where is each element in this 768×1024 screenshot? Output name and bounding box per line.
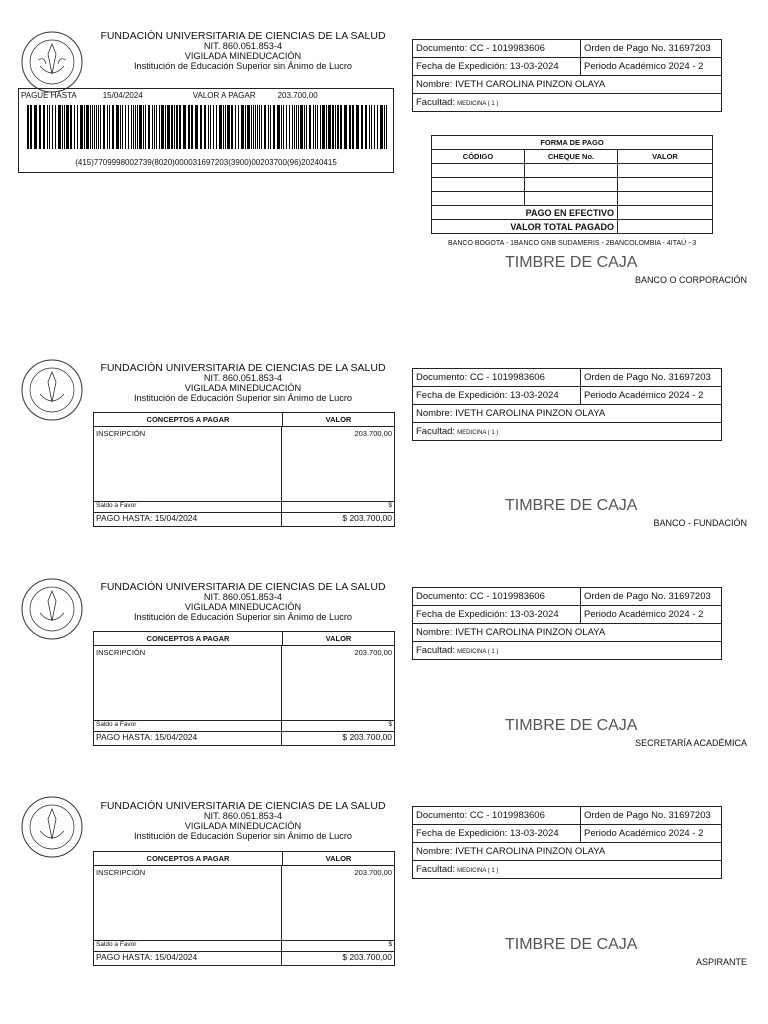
university-seal [20,30,84,94]
barcode-text: (415)7709998002739(8020)000031697203(3900)00203700(96)20240415 [75,158,337,167]
timbre-de-caja: TIMBRE DE CAJA [505,717,638,734]
concepts-table: CONCEPTOS A PAGAR VALOR INSCRIPCIÓN 203.700,00 Saldo a Favor $ PAGO HASTA: 15/04/2024 $ 203.700,00 [93,631,395,746]
university-seal [20,358,84,422]
banks-list: BANCO BOGOTA - 1BANCO GNB SUDAMERIS - 2BANCOLOMBIA - 4ITAÚ - 3 [448,240,697,247]
copy-label-fundacion: BANCO - FUNDACIÓN [653,518,747,528]
university-seal [20,795,84,859]
nombre-value: IVETH CAROLINA PINZON OLAYA [455,79,606,90]
barcode [27,105,389,149]
timbre-de-caja: TIMBRE DE CAJA [505,497,638,514]
university-seal [20,577,84,641]
info-table-3: Documento: CC - 1019983606 Orden de Pago No. 31697203 Fecha de Expedición: 13-03-2024 Periodo Académico 2024 - 2 Nombre: IVETH CAROLINA PINZON OLAYA Facultad: MEDICINA ( 1 ) [412,587,722,660]
timbre-de-caja: TIMBRE DE CAJA [505,254,638,271]
fecha-value: 13-03-2024 [510,61,559,72]
concepts-table: CONCEPTOS A PAGAR VALOR INSCRIPCIÓN 203.700,00 Saldo a Favor $ PAGO HASTA: 15/04/2024 $ 203.700,00 [93,851,395,966]
info-table-2: Documento: CC - 1019983606 Orden de Pago No. 31697203 Fecha de Expedición: 13-03-2024 Periodo Académico 2024 - 2 Nombre: IVETH CAROLINA PINZON OLAYA Facultad: MEDICINA ( 1 ) [412,368,722,441]
orden-value: 31697203 [668,43,711,54]
org-name: FUNDACIÓN UNIVERSITARIA DE CIENCIAS DE LA SALUD [100,30,386,42]
valor-label: VALOR A PAGAR [192,90,256,100]
pague-hasta-label: PAGUE HASTA [21,90,77,100]
copy-label-aspirante: ASPIRANTE [695,957,747,967]
valor-value: 203.700,00 [277,90,318,100]
pago-efectivo: PAGO EN EFECTIVO [432,206,618,219]
org-vigilada: VIGILADA MINEDUCACIÓN [184,51,302,61]
org-header [93,31,393,71]
org-header: FUNDACIÓN UNIVERSITARIA DE CIENCIAS DE LA SALUD NIT. 860.051.853-4 VIGILADA MINEDUCACIÓN Institución de Educación Superior sin Ánimo de Lucro [100,800,386,841]
payment-form-table: FORMA DE PAGO CÓDIGO CHEQUE No. VALOR PAGO EN EFECTIVO VALOR TOTAL PAGADO [431,135,713,234]
info-table-4: Documento: CC - 1019983606 Orden de Pago No. 31697203 Fecha de Expedición: 13-03-2024 Periodo Académico 2024 - 2 Nombre: IVETH CAROLINA PINZON OLAYA Facultad: MEDICINA ( 1 ) [412,806,722,879]
valor-total-pagado: VALOR TOTAL PAGADO [432,220,618,233]
copy-label-secretaria: SECRETARÍA ACADÉMICA [635,738,747,748]
org-header: FUNDACIÓN UNIVERSITARIA DE CIENCIAS DE LA SALUD NIT. 860.051.853-4 VIGILADA MINEDUCACIÓN Institución de Educación Superior sin Ánimo de Lucro [100,362,386,403]
periodo-value: 2024 - 2 [668,61,704,72]
org-nit: NIT. 860.051.853-4 [203,41,283,51]
concepts-table: CONCEPTOS A PAGAR VALOR INSCRIPCIÓN 203.700,00 Saldo a Favor $ PAGO HASTA: 15/04/2024 $ 203.700,00 [93,412,395,527]
org-header: FUNDACIÓN UNIVERSITARIA DE CIENCIAS DE LA SALUD NIT. 860.051.853-4 VIGILADA MINEDUCACIÓN Institución de Educación Superior sin Ánimo de Lucro [100,581,386,622]
pague-hasta-date: 15/04/2024 [102,90,143,100]
concept-value: 203.700,00 [354,429,392,438]
facultad-value: MEDICINA ( 1 ) [457,101,499,107]
payment-form-title: FORMA DE PAGO [432,136,712,150]
info-table-1: Documento: CC - 1019983606 Orden de Pago No. 31697203 Fecha de Expedición: 13-03-2024 Periodo Académico 2024 - 2 Nombre: IVETH CAROLINA PINZON OLAYA Facultad: MEDICINA ( 1 ) [412,39,722,112]
org-institution: Institución de Educación Superior sin Ánimo de Lucro [133,61,353,71]
concept-item: INSCRIPCIÓN [94,427,282,501]
timbre-de-caja: TIMBRE DE CAJA [505,936,638,953]
barcode-box [18,88,394,173]
documento-value: CC - 1019983606 [469,43,545,54]
copy-label-banco: BANCO O CORPORACIÓN [634,275,747,285]
